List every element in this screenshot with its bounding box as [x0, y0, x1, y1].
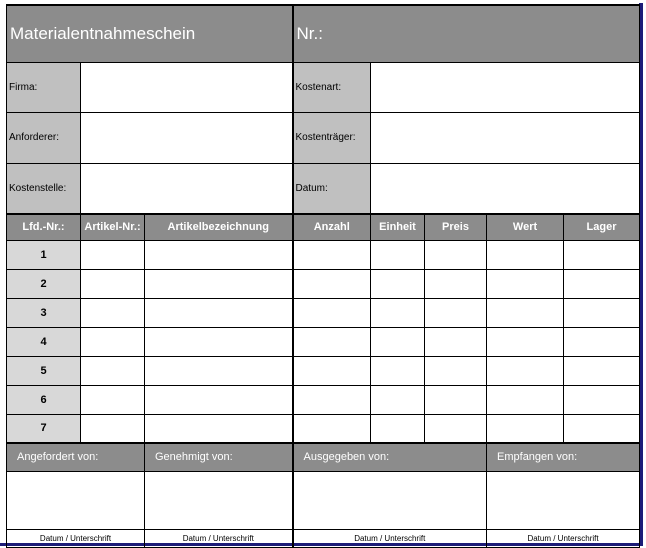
cell-artikelbezeichnung[interactable] — [145, 269, 293, 298]
cost-unit-label: Kostenträger: — [293, 112, 371, 163]
row-number: 3 — [7, 298, 81, 327]
cell-preis[interactable] — [425, 327, 487, 356]
cell-preis[interactable] — [425, 385, 487, 414]
cell-artikel-nr[interactable] — [81, 298, 145, 327]
approved-by-signature-field[interactable] — [145, 471, 293, 529]
row-number: 7 — [7, 414, 81, 443]
col-header-wert: Wert — [487, 214, 564, 240]
cell-artikel-nr[interactable] — [81, 414, 145, 443]
cell-einheit[interactable] — [371, 385, 425, 414]
cell-artikelbezeichnung[interactable] — [145, 240, 293, 269]
cost-type-field[interactable] — [371, 62, 640, 112]
requester-label: Anforderer: — [7, 112, 81, 163]
row-number: 5 — [7, 356, 81, 385]
cell-artikelbezeichnung[interactable] — [145, 298, 293, 327]
cell-lager[interactable] — [564, 298, 640, 327]
cell-lager[interactable] — [564, 240, 640, 269]
cell-wert[interactable] — [487, 327, 564, 356]
table-row — [7, 298, 640, 327]
cell-anzahl[interactable] — [293, 327, 371, 356]
cell-wert[interactable] — [487, 414, 564, 443]
cell-lager[interactable] — [564, 414, 640, 443]
col-header-einheit: Einheit — [371, 214, 425, 240]
cell-wert[interactable] — [487, 298, 564, 327]
cell-lager[interactable] — [564, 356, 640, 385]
received-by-signature-field[interactable] — [487, 471, 640, 529]
requester-field[interactable] — [81, 112, 293, 163]
cell-artikelbezeichnung[interactable] — [145, 414, 293, 443]
date-field[interactable] — [371, 163, 640, 214]
cell-artikel-nr[interactable] — [81, 240, 145, 269]
cell-anzahl[interactable] — [293, 269, 371, 298]
col-header-artikel-nr: Artikel-Nr.: — [81, 214, 145, 240]
cell-anzahl[interactable] — [293, 298, 371, 327]
date-label: Datum: — [293, 163, 371, 214]
col-header-lfd-nr: Lfd.-Nr.: — [7, 214, 81, 240]
cell-artikel-nr[interactable] — [81, 269, 145, 298]
company-field[interactable] — [81, 62, 293, 112]
col-header-lager: Lager — [564, 214, 640, 240]
cell-artikelbezeichnung[interactable] — [145, 385, 293, 414]
table-row — [7, 356, 640, 385]
cell-artikel-nr[interactable] — [81, 327, 145, 356]
company-label: Firma: — [7, 62, 81, 112]
cell-anzahl[interactable] — [293, 385, 371, 414]
cell-artikel-nr[interactable] — [81, 385, 145, 414]
approved-by-label: Genehmigt von: — [145, 443, 293, 471]
cell-einheit[interactable] — [371, 269, 425, 298]
received-by-label: Empfangen von: — [487, 443, 640, 471]
table-row — [7, 414, 640, 443]
received-by-date-signature-caption: Datum / Unterschrift — [487, 529, 640, 547]
cell-lager[interactable] — [564, 385, 640, 414]
cell-lager[interactable] — [564, 269, 640, 298]
col-header-artikelbezeichnung: Artikelbezeichnung — [145, 214, 293, 240]
cell-artikelbezeichnung[interactable] — [145, 356, 293, 385]
col-header-anzahl: Anzahl — [293, 214, 371, 240]
cell-anzahl[interactable] — [293, 356, 371, 385]
cost-type-label: Kostenart: — [293, 62, 371, 112]
cost-unit-field[interactable] — [371, 112, 640, 163]
cost-center-field[interactable] — [81, 163, 293, 214]
cost-center-label: Kostenstelle: — [7, 163, 81, 214]
cell-einheit[interactable] — [371, 298, 425, 327]
cell-artikelbezeichnung[interactable] — [145, 327, 293, 356]
row-number: 6 — [7, 385, 81, 414]
cell-preis[interactable] — [425, 414, 487, 443]
cell-preis[interactable] — [425, 240, 487, 269]
cell-einheit[interactable] — [371, 240, 425, 269]
cell-einheit[interactable] — [371, 356, 425, 385]
requested-by-date-signature-caption: Datum / Unterschrift — [7, 529, 145, 547]
cell-einheit[interactable] — [371, 327, 425, 356]
row-number: 2 — [7, 269, 81, 298]
requested-by-signature-field[interactable] — [7, 471, 145, 529]
material-withdrawal-form — [6, 4, 640, 548]
requested-by-label: Angefordert von: — [7, 443, 145, 471]
cell-artikel-nr[interactable] — [81, 356, 145, 385]
approved-by-date-signature-caption: Datum / Unterschrift — [145, 529, 293, 547]
cell-lager[interactable] — [564, 327, 640, 356]
cell-wert[interactable] — [487, 269, 564, 298]
issued-by-signature-field[interactable] — [293, 471, 487, 529]
cell-wert[interactable] — [487, 385, 564, 414]
form-number-label: Nr.: — [293, 5, 640, 62]
cell-preis[interactable] — [425, 356, 487, 385]
cell-einheit[interactable] — [371, 414, 425, 443]
form-title: Materialentnahmeschein — [7, 5, 293, 62]
cell-wert[interactable] — [487, 240, 564, 269]
table-row — [7, 327, 640, 356]
table-row — [7, 240, 640, 269]
row-number: 1 — [7, 240, 81, 269]
issued-by-label: Ausgegeben von: — [293, 443, 487, 471]
table-row — [7, 385, 640, 414]
cell-wert[interactable] — [487, 356, 564, 385]
table-row — [7, 269, 640, 298]
cell-anzahl[interactable] — [293, 414, 371, 443]
row-number: 4 — [7, 327, 81, 356]
cell-anzahl[interactable] — [293, 240, 371, 269]
cell-preis[interactable] — [425, 269, 487, 298]
issued-by-date-signature-caption: Datum / Unterschrift — [293, 529, 487, 547]
col-header-preis: Preis — [425, 214, 487, 240]
cell-preis[interactable] — [425, 298, 487, 327]
